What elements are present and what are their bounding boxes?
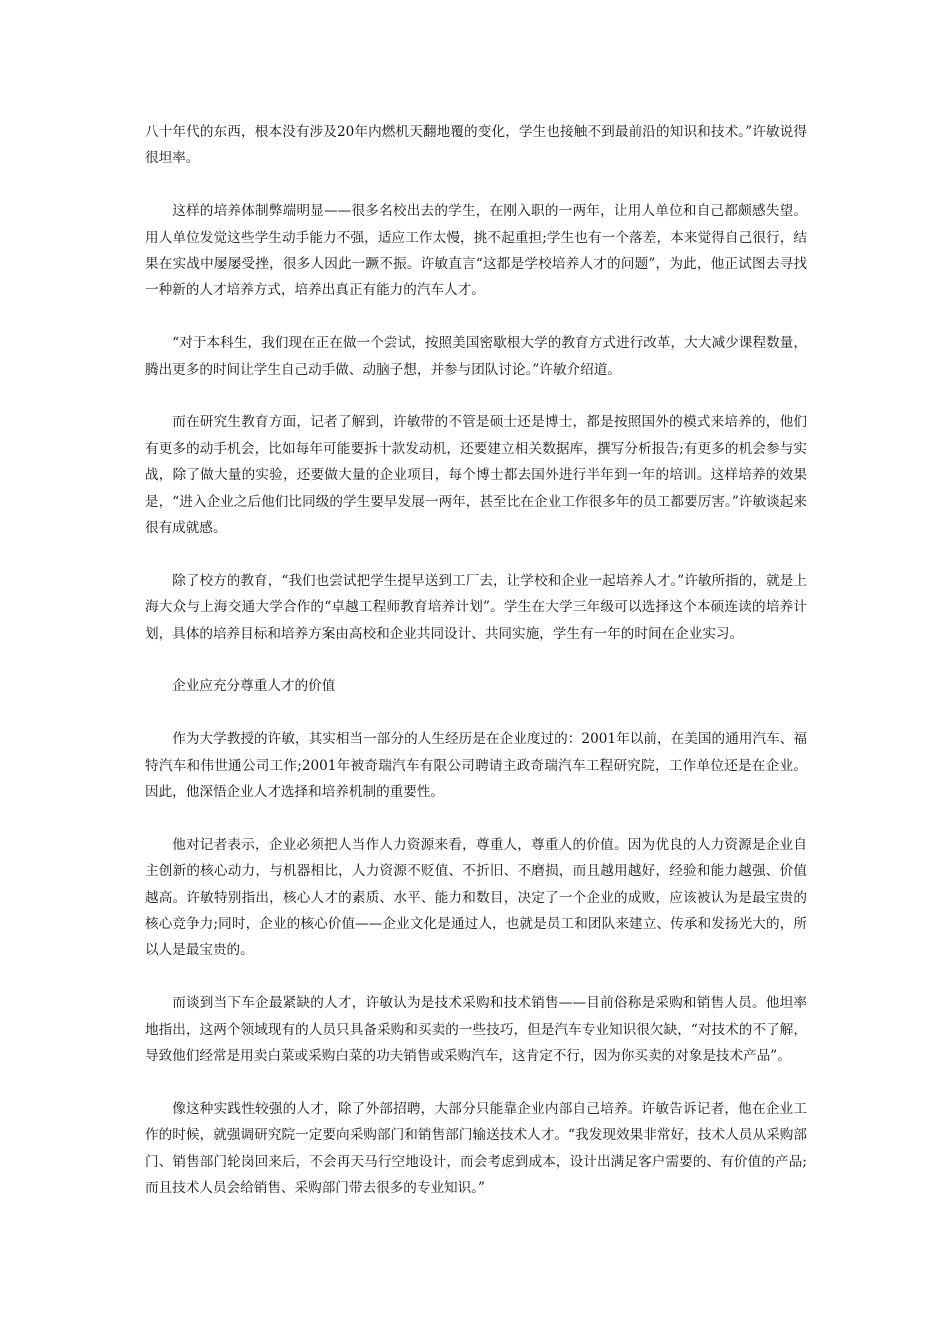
paragraph-career-background: 作为大学教授的许敏，其实相当一部分的人生经历是在企业度过的：2001年以前，在美国的通用汽车、福特汽车和伟世通公司工作;2001年被奇瑞汽车有限公司聘请主政奇瑞汽车工程研究院，工作单位还是在企业。因此，他深悟企业人才选择和培养机制的重要性。	[145, 731, 807, 801]
paragraph-human-resources: 他对记者表示，企业必须把人当作人力资源来看，尊重人，尊重人的价值。因为优良的人力资源是企业自主创新的核心动力，与机器相比，人力资源不贬值、不折旧、不磨损，而且越用越好，经验和能力越强、价值越高。许敏特别指出，核心人才的素质、水平、能力和数目，决定了一个企业的成败，应该被认为是最宝贵的核心竞争力;同时，企业的核心价值——企业文化是通过人，也就是员工和团队来建立、传承和发扬光大的，所以人是最宝贵的。	[145, 836, 807, 959]
paragraph-graduate-education: 而在研究生教育方面，记者了解到，许敏带的不管是硕士还是博士，都是按照国外的模式来培养的，他们有更多的动手机会，比如每年可能要拆十款发动机，还要建立相关数据库，撰写分析报告;有更多的机会参与实战，除了做大量的实验，还要做大量的企业项目，每个博士都去国外进行半年到一年的培训。这样培养的效果是，“进入企业之后他们比同级的学生要早发展一两年，甚至比在企业工作很多年的员工都要厉害。”许敏谈起来很有成就感。	[145, 414, 807, 537]
paragraph-internal-training: 像这种实践性较强的人才，除了外部招聘，大部分只能靠企业内部自己培养。许敏告诉记者，他在企业工作的时候，就强调研究院一定要向采购部门和销售部门输送技术人才。“我发现效果非常好，技术人员从采购部门、销售部门轮岗回来后，不会再天马行空地设计，而会考虑到成本，设计出满足客户需要的、有价值的产品;而且技术人员会给销售、采购部门带去很多的专业知识。”	[145, 1100, 807, 1197]
paragraph-industry-cooperation: 除了校方的教育，“我们也尝试把学生提早送到工厂去，让学校和企业一起培养人才。”许敏所指的，就是上海大众与上海交通大学合作的“卓越工程师教育培养计划”。学生在大学三年级可以选择这个本硕连读的培养计划，具体的培养目标和培养方案由高校和企业共同设计、共同实施，学生有一年的时间在企业实习。	[145, 572, 807, 642]
paragraph-continuation: 八十年代的东西，根本没有涉及20年内燃机天翻地覆的变化，学生也接触不到最前沿的知识和技术。”许敏说得很坦率。	[145, 124, 807, 167]
document-page	[145, 119, 807, 1228]
paragraph-undergraduate-reform: “对于本科生，我们现在正在做一个尝试，按照美国密歇根大学的教育方式进行改革，大大减少课程数量，腾出更多的时间让学生自己动手做、动脑子想，并参与团队讨论。”许敏介绍道。	[145, 335, 807, 378]
paragraph-training-drawbacks: 这样的培养体制弊端明显——很多名校出去的学生，在刚入职的一两年，让用人单位和自己都颇感失望。用人单位发觉这些学生动手能力不强，适应工作太慢，挑不起重担;学生也有一个落差，本来觉得自己很行，结果在实战中屡屡受挫，很多人因此一蹶不振。许敏直言“这都是学校培养人才的问题”，为此，他正试图去寻找一种新的人才培养方式，培养出真正有能力的汽车人才。	[145, 203, 807, 299]
paragraph-scarce-talent: 而谈到当下车企最紧缺的人才，许敏认为是技术采购和技术销售——目前俗称是采购和销售人员。他坦率地指出，这两个领域现有的人员只具备采购和买卖的一些技巧，但是汽车专业知识很欠缺，“对技术的不了解，导致他们经常是用卖白菜或采购白菜的功夫销售或采购汽车，这肯定不行，因为你买卖的对象是技术产品”。	[145, 995, 807, 1065]
section-heading: 企业应充分尊重人才的价值	[172, 678, 336, 695]
